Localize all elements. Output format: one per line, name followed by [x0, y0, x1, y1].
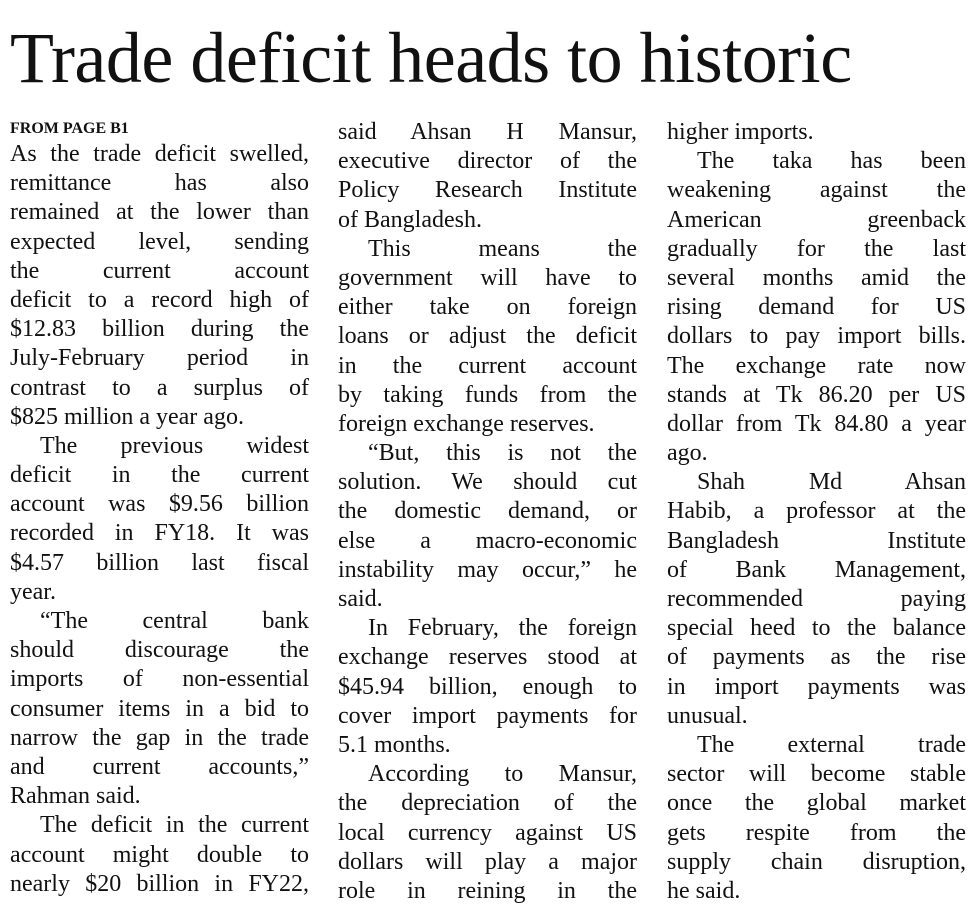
text-line: $825 million a year ago. [10, 403, 244, 430]
text-line: the current account [10, 257, 309, 284]
text-line: According to Mansur, [368, 761, 637, 788]
text-line: weakening against the [667, 177, 966, 204]
text-line: local currency against US [338, 819, 637, 846]
text-line: remained at the lower than [10, 199, 309, 226]
text-line: imports of non-essential [10, 666, 309, 693]
text-line: loans or adjust the deficit [338, 323, 637, 350]
text-line: dollars to pay import bills. [667, 323, 966, 350]
column-lines [338, 118, 637, 906]
text-line: government will have to [338, 264, 637, 291]
text-line: by taking funds from the [338, 381, 637, 408]
text-line: executive director of the [338, 148, 637, 175]
text-line: “But, this is not the [368, 440, 637, 467]
text-line: once the global market [667, 790, 966, 817]
text-line: year. [10, 578, 56, 605]
text-line: This means the [368, 235, 637, 262]
text-line: either take on foreign [338, 294, 637, 321]
text-line: Rahman said. [10, 783, 141, 810]
text-line: The previous widest [40, 432, 309, 459]
text-line: “The central bank [40, 608, 309, 634]
text-line: account might double to [10, 841, 309, 868]
text-line: In February, the foreign [368, 615, 637, 642]
text-line: he said. [667, 877, 741, 904]
headline: Trade deficit heads to historic [10, 18, 852, 98]
text-line: and current accounts,” [10, 753, 309, 780]
text-line: The deficit in the current [40, 812, 309, 839]
text-line: As the trade deficit swelled, [10, 141, 309, 167]
text-line: higher imports. [667, 119, 814, 145]
text-line: in the current account [338, 352, 637, 379]
text-line: gradually for the last [667, 235, 966, 262]
text-line: Policy Research Institute [338, 177, 637, 204]
article-column-3 [667, 118, 966, 906]
text-line: of Bangladesh. [338, 206, 482, 233]
text-line: account was $9.56 billion [10, 491, 309, 518]
text-line: role in reining in the [338, 877, 637, 904]
text-line: several months amid the [667, 264, 966, 291]
text-line: The external trade [697, 731, 966, 758]
text-line: cover import payments for [338, 702, 637, 729]
text-line: expected level, sending [10, 228, 309, 255]
text-line: recorded in FY18. It was [10, 520, 309, 547]
text-line: in import payments was [667, 673, 966, 700]
text-line: exchange reserves stood at [338, 644, 637, 671]
text-line: recommended paying [667, 586, 966, 612]
text-line: $45.94 billion, enough to [338, 673, 637, 700]
text-line: special heed to the balance [667, 615, 966, 642]
article-column-1 [10, 118, 309, 899]
text-line: rising demand for US [667, 294, 966, 321]
text-line: the domestic demand, or [338, 498, 637, 525]
text-line: The exchange rate now [667, 352, 966, 379]
text-line: The taka has been [697, 148, 966, 175]
text-line: Shah Md Ahsan [697, 469, 966, 496]
article-column-2 [338, 118, 637, 906]
text-line: narrow the gap in the trade [10, 724, 309, 751]
text-line: sector will become stable [667, 761, 966, 788]
text-line: said Ahsan H Mansur, [338, 119, 637, 145]
text-line: consumer items in a bid to [10, 695, 309, 722]
text-line: remittance has also [10, 170, 309, 197]
text-line: of payments as the rise [667, 644, 966, 671]
text-line: American greenback [667, 206, 966, 233]
text-line: $12.83 billion during the [10, 316, 309, 343]
text-line: dollar from Tk 84.80 a year [667, 410, 966, 437]
text-line: foreign exchange reserves. [338, 410, 595, 437]
text-line: ago. [667, 440, 708, 467]
text-line: Bangladesh Institute [667, 527, 966, 554]
text-line: the depreciation of the [338, 790, 637, 817]
text-line: nearly $20 billion in FY22, [10, 870, 309, 897]
column-lines [10, 140, 309, 899]
text-line: 5.1 months. [338, 731, 451, 758]
text-line: unusual. [667, 702, 748, 729]
column-lines [667, 118, 966, 906]
text-line: instability may occur,” he [338, 556, 637, 583]
text-line: should discourage the [10, 637, 309, 664]
text-line: contrast to a surplus of [10, 374, 309, 401]
page-reference: FROM PAGE B1 [10, 120, 129, 137]
text-line: gets respite from the [667, 819, 966, 846]
text-line: deficit in the current [10, 462, 309, 489]
text-line: said. [338, 586, 383, 612]
text-line: dollars will play a major [338, 848, 637, 875]
text-line: supply chain disruption, [667, 848, 966, 875]
text-line: July-February period in [10, 345, 309, 372]
text-line: solution. We should cut [338, 469, 637, 496]
text-line: deficit to a record high of [10, 286, 309, 313]
text-line: stands at Tk 86.20 per US [667, 381, 966, 408]
text-line: else a macro-economic [338, 527, 637, 554]
text-line: Habib, a professor at the [667, 498, 966, 525]
text-line: $4.57 billion last fiscal [10, 549, 309, 576]
text-line: of Bank Management, [667, 556, 966, 583]
